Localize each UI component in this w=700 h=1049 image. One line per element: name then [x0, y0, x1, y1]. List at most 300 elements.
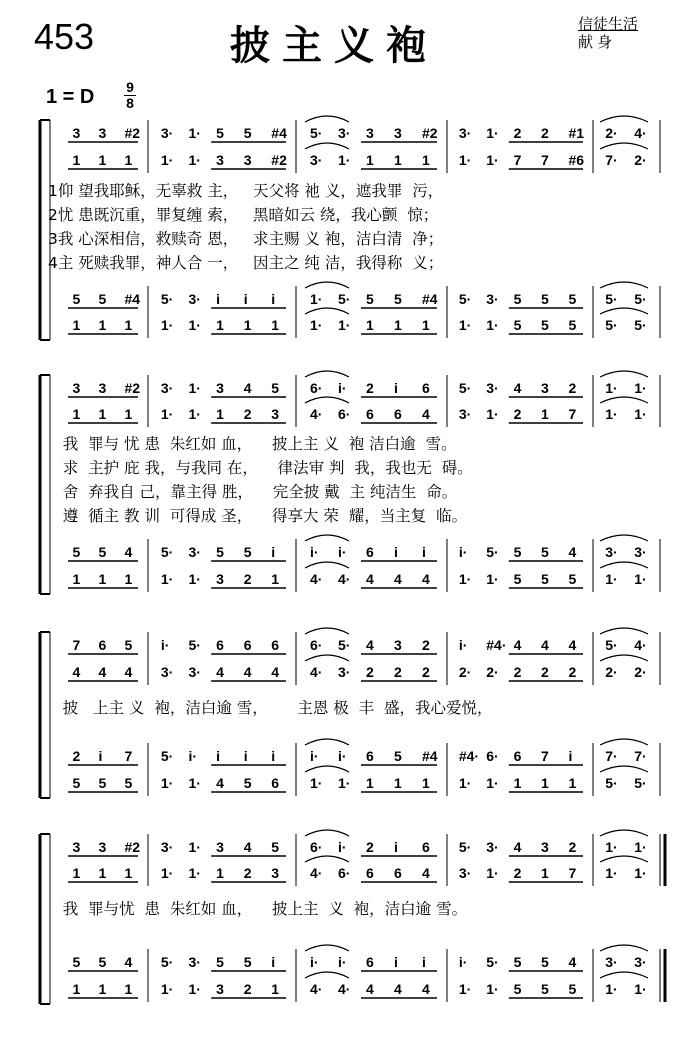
jianpu-note: 5: [243, 954, 252, 970]
jianpu-note: 4: [394, 981, 402, 997]
jianpu-note: 1·: [160, 406, 174, 422]
jianpu-note: 1·: [634, 839, 647, 855]
jianpu-note: i·: [310, 954, 319, 970]
jianpu-note: 1: [394, 775, 402, 791]
jianpu-note: 5·: [634, 775, 647, 791]
jianpu-note: 3: [216, 571, 224, 587]
jianpu-note: 3: [541, 839, 549, 855]
jianpu-note: 5·: [338, 637, 351, 653]
tie-arc: [600, 766, 648, 772]
jianpu-note: 5·: [605, 317, 618, 333]
jianpu-note: 1: [271, 571, 280, 587]
tie-arc: [600, 397, 648, 403]
jianpu-note: 1: [98, 571, 107, 587]
jianpu-note: 1: [216, 317, 224, 333]
jianpu-note: 3: [366, 125, 374, 141]
tie-arc: [600, 856, 648, 862]
tie-arc: [305, 535, 349, 541]
lyric-line: 遵 循主 教 训 可得成 圣， 得享大 荣 耀，当主复 临。: [48, 507, 468, 525]
jianpu-note: 3·: [458, 406, 472, 422]
jianpu-note: #2: [124, 380, 141, 396]
tie-arc: [305, 308, 349, 314]
jianpu-note: 2: [366, 380, 374, 396]
jianpu-note: 4·: [310, 664, 323, 680]
jianpu-note: 2: [422, 637, 430, 653]
jianpu-note: 3·: [160, 839, 174, 855]
jianpu-note: i·: [458, 637, 468, 653]
jianpu-note: i·: [188, 748, 198, 764]
jianpu-note: 4: [124, 664, 133, 680]
jianpu-note: 3·: [634, 544, 647, 560]
jianpu-note: 1·: [605, 839, 618, 855]
jianpu-note: 1·: [338, 317, 351, 333]
jianpu-note: i: [98, 748, 103, 764]
tie-arc: [600, 972, 648, 978]
jianpu-note: 4: [243, 839, 252, 855]
jianpu-note: 5: [271, 380, 280, 396]
jianpu-note: 3·: [310, 152, 323, 168]
jianpu-note: 4·: [310, 981, 323, 997]
tie-arc: [600, 562, 648, 568]
jianpu-note: #4·: [458, 748, 480, 764]
jianpu-note: 4: [513, 380, 522, 396]
jianpu-note: 6·: [310, 380, 323, 396]
jianpu-note: 5·: [160, 291, 174, 307]
jianpu-note: 3·: [458, 865, 472, 881]
jianpu-note: 3: [271, 865, 280, 881]
jianpu-note: 5: [124, 775, 133, 791]
tie-arc: [305, 143, 349, 149]
jianpu-note: 3: [271, 406, 280, 422]
jianpu-note: i: [422, 954, 426, 970]
jianpu-note: 1: [98, 981, 107, 997]
jianpu-note: 5·: [160, 544, 174, 560]
jianpu-note: 4·: [338, 981, 351, 997]
jianpu-note: 4: [216, 664, 224, 680]
tie-arc: [305, 371, 349, 377]
jianpu-note: 6: [271, 775, 280, 791]
jianpu-note: 2: [513, 664, 522, 680]
jianpu-note: 3: [394, 125, 402, 141]
jianpu-note: 5: [98, 291, 107, 307]
jianpu-note: 6: [216, 637, 224, 653]
tie-arc: [305, 830, 349, 836]
jianpu-note: 4: [72, 664, 81, 680]
jianpu-note: 3: [72, 839, 81, 855]
jianpu-note: 5: [243, 125, 252, 141]
lyric-line: 舍 弃我自 己，靠主得 胜， 完全披 戴 主 纯洁生 命。: [48, 483, 458, 501]
tie-arc: [600, 116, 648, 122]
jianpu-note: i: [394, 954, 398, 970]
jianpu-note: 4: [124, 954, 133, 970]
jianpu-note: 5: [513, 317, 522, 333]
jianpu-note: 1: [124, 981, 133, 997]
jianpu-note: 2·: [486, 664, 499, 680]
jianpu-note: 5: [124, 637, 133, 653]
category-secondary: 献 身: [578, 34, 613, 51]
jianpu-note: 4: [216, 775, 224, 791]
tie-arc: [305, 739, 349, 745]
jianpu-note: 1: [422, 775, 430, 791]
lyric-line: 3我 心深相信，救赎奇 恩， 求主赐 义 袍，洁白清 净；: [48, 230, 444, 248]
jianpu-note: 1: [366, 152, 374, 168]
jianpu-note: 6: [271, 637, 280, 653]
lyric-line: 4主 死赎我罪，神人合 一， 因主之 纯 洁，我得称 义；: [48, 254, 444, 272]
tie-arc: [600, 830, 648, 836]
jianpu-note: 5: [541, 954, 549, 970]
jianpu-note: 5·: [634, 317, 647, 333]
jianpu-note: 1·: [486, 981, 499, 997]
jianpu-note: 5: [568, 317, 577, 333]
jianpu-note: 1: [271, 981, 280, 997]
jianpu-note: 1: [72, 152, 81, 168]
jianpu-note: 1: [271, 317, 280, 333]
jianpu-note: #6: [568, 152, 585, 168]
jianpu-note: 1: [366, 775, 374, 791]
jianpu-note: #4·: [486, 637, 507, 653]
tie-arc: [305, 945, 349, 951]
tie-arc: [305, 282, 349, 288]
jianpu-note: i: [216, 748, 220, 764]
jianpu-note: 1: [98, 152, 107, 168]
jianpu-note: 3: [72, 380, 81, 396]
jianpu-note: 1: [513, 775, 522, 791]
lyric-line: 我 罪与忧 患 朱红如 血， 披上主 义 袍，洁白逾 雪。: [48, 900, 468, 918]
jianpu-note: 3: [216, 839, 224, 855]
jianpu-note: 3·: [458, 125, 472, 141]
tie-arc: [600, 628, 648, 634]
jianpu-note: 1·: [160, 775, 174, 791]
jianpu-note: i: [243, 748, 248, 764]
jianpu-note: 4: [568, 954, 577, 970]
jianpu-note: 4: [98, 664, 107, 680]
jianpu-note: 5·: [605, 291, 618, 307]
jianpu-note: 4: [366, 981, 374, 997]
jianpu-note: 1·: [338, 152, 351, 168]
jianpu-note: 3·: [486, 839, 499, 855]
jianpu-note: 6: [366, 544, 374, 560]
jianpu-note: 4: [422, 981, 430, 997]
jianpu-note: 1·: [458, 317, 472, 333]
jianpu-note: 1·: [188, 981, 201, 997]
jianpu-note: 3·: [160, 664, 174, 680]
jianpu-note: 7: [568, 406, 577, 422]
jianpu-note: 5: [72, 954, 81, 970]
jianpu-note: 3·: [486, 380, 499, 396]
jianpu-note: 5·: [188, 637, 201, 653]
jianpu-note: i: [394, 380, 398, 396]
jianpu-note: 4: [568, 637, 577, 653]
jianpu-note: 1: [394, 152, 402, 168]
jianpu-note: 4: [513, 637, 522, 653]
jianpu-note: 5: [98, 544, 107, 560]
jianpu-note: 1·: [634, 380, 647, 396]
jianpu-note: 6: [366, 865, 374, 881]
jianpu-note: 1·: [605, 406, 618, 422]
jianpu-note: 3·: [338, 664, 351, 680]
jianpu-note: 5: [72, 291, 81, 307]
jianpu-note: #4: [422, 748, 438, 764]
jianpu-note: i·: [310, 748, 319, 764]
jianpu-note: 1·: [486, 317, 499, 333]
jianpu-note: i: [271, 291, 276, 307]
jianpu-note: 5: [394, 748, 402, 764]
jianpu-note: 5: [568, 981, 577, 997]
jianpu-note: 1: [366, 317, 374, 333]
jianpu-note: 7: [72, 637, 81, 653]
jianpu-note: i: [271, 544, 276, 560]
jianpu-note: 7·: [605, 748, 618, 764]
jianpu-note: 1·: [338, 775, 351, 791]
jianpu-note: #2: [124, 125, 141, 141]
category-primary: 信徒生活: [578, 16, 639, 33]
jianpu-note: 1·: [310, 291, 323, 307]
tie-arc: [600, 371, 648, 377]
lyric-line: 2忧 患既沉重，罪复缠 索， 黑暗如云 绕，我心颤 惊；: [48, 206, 439, 224]
jianpu-note: 4: [422, 406, 430, 422]
jianpu-note: 3·: [188, 291, 201, 307]
jianpu-note: 3·: [338, 125, 351, 141]
jianpu-note: i·: [338, 954, 347, 970]
jianpu-note: 5: [243, 544, 252, 560]
jianpu-note: 1·: [188, 317, 201, 333]
jianpu-note: 5: [541, 544, 549, 560]
jianpu-note: 1·: [605, 865, 618, 881]
jianpu-note: 5: [394, 291, 402, 307]
jianpu-note: 1: [98, 406, 107, 422]
jianpu-note: 1: [98, 317, 107, 333]
jianpu-note: 5: [513, 544, 522, 560]
jianpu-note: 1: [124, 571, 133, 587]
lyric-line: 1仰 望我耶稣，无辜救 主， 天父将 祂 义，遮我罪 污，: [48, 182, 444, 200]
jianpu-note: 4: [124, 544, 133, 560]
jianpu-note: 3: [394, 637, 402, 653]
jianpu-note: 5·: [458, 291, 472, 307]
jianpu-note: 6: [394, 406, 402, 422]
jianpu-note: 2: [243, 865, 252, 881]
jianpu-note: 7: [124, 748, 133, 764]
jianpu-note: 2·: [634, 152, 647, 168]
tie-arc: [600, 535, 648, 541]
jianpu-note: 1: [72, 406, 81, 422]
lyric-line: 披 上主 义 袍，洁白逾 雪， 主恩 极 丰 盛，我心爱悦，: [48, 699, 493, 717]
jianpu-note: 6: [513, 748, 522, 764]
jianpu-note: 1·: [486, 775, 499, 791]
jianpu-note: 1: [568, 775, 577, 791]
jianpu-note: #4: [271, 125, 287, 141]
jianpu-note: 2: [243, 981, 252, 997]
tie-arc: [600, 739, 648, 745]
jianpu-note: 3: [98, 380, 107, 396]
jianpu-note: 1·: [160, 152, 174, 168]
jianpu-note: #2: [422, 125, 438, 141]
jianpu-note: 1·: [188, 839, 201, 855]
jianpu-note: 1: [72, 981, 81, 997]
jianpu-note: 6·: [486, 748, 499, 764]
jianpu-note: 6·: [310, 637, 323, 653]
jianpu-note: i·: [338, 748, 347, 764]
jianpu-note: #2: [124, 839, 141, 855]
jianpu-note: 3·: [486, 291, 499, 307]
jianpu-note: #1: [568, 125, 585, 141]
jianpu-note: i·: [338, 380, 347, 396]
jianpu-note: 4: [243, 664, 252, 680]
jianpu-note: i: [568, 748, 573, 764]
jianpu-note: 5: [541, 571, 549, 587]
jianpu-note: 3·: [188, 544, 201, 560]
jianpu-note: 3: [98, 125, 107, 141]
jianpu-note: 1·: [188, 775, 201, 791]
jianpu-note: 5: [72, 544, 81, 560]
key-signature: 1 = D: [46, 86, 95, 108]
jianpu-note: 1: [98, 865, 107, 881]
jianpu-note: 7: [541, 748, 549, 764]
jianpu-note: 2: [366, 839, 374, 855]
jianpu-note: i: [216, 291, 220, 307]
jianpu-note: 3: [541, 380, 549, 396]
jianpu-note: 6: [98, 637, 107, 653]
jianpu-note: 7·: [605, 152, 618, 168]
jianpu-note: 1·: [458, 571, 472, 587]
jianpu-note: 1·: [634, 571, 647, 587]
jianpu-note: 4·: [338, 571, 351, 587]
jianpu-note: #4: [124, 291, 141, 307]
jianpu-note: 1·: [458, 981, 472, 997]
jianpu-note: 7: [541, 152, 549, 168]
jianpu-note: 1: [541, 406, 549, 422]
jianpu-note: 5: [72, 775, 81, 791]
jianpu-note: 5·: [634, 291, 647, 307]
jianpu-note: 4: [366, 637, 374, 653]
jianpu-note: 4: [513, 839, 522, 855]
jianpu-note: 1: [243, 317, 252, 333]
jianpu-note: 1·: [188, 380, 201, 396]
jianpu-note: 2: [243, 406, 252, 422]
jianpu-note: 2: [568, 664, 577, 680]
jianpu-note: 5·: [605, 775, 618, 791]
jianpu-note: 4: [394, 571, 402, 587]
jianpu-note: 4·: [310, 406, 323, 422]
jianpu-note: 1·: [188, 571, 201, 587]
jianpu-note: 3·: [605, 544, 618, 560]
jianpu-note: i·: [160, 637, 170, 653]
jianpu-note: 3: [72, 125, 81, 141]
jianpu-note: 6·: [338, 406, 351, 422]
jianpu-note: 1: [216, 406, 224, 422]
jianpu-note: 5: [98, 954, 107, 970]
jianpu-note: 4: [568, 544, 577, 560]
jianpu-note: 1: [394, 317, 402, 333]
jianpu-note: 1·: [486, 406, 499, 422]
jianpu-note: 1·: [188, 125, 201, 141]
jianpu-note: 5: [366, 291, 374, 307]
jianpu-note: 5·: [486, 544, 499, 560]
jianpu-note: 2·: [634, 664, 647, 680]
jianpu-note: 5·: [605, 637, 618, 653]
jianpu-note: 1·: [486, 865, 499, 881]
jianpu-note: 1: [124, 865, 133, 881]
jianpu-note: 5: [513, 291, 522, 307]
jianpu-note: 1: [541, 865, 549, 881]
jianpu-note: 3: [216, 380, 224, 396]
jianpu-note: 6: [394, 865, 402, 881]
jianpu-note: i: [243, 291, 248, 307]
jianpu-note: 7: [568, 865, 577, 881]
jianpu-note: 6: [366, 954, 374, 970]
jianpu-note: 1·: [634, 981, 647, 997]
lyric-line: 求 主护 庇 我，与我同 在， 律法审 判 我，我也无 碍。: [48, 459, 473, 477]
jianpu-note: 5: [271, 839, 280, 855]
jianpu-note: 2·: [458, 664, 472, 680]
tie-arc: [600, 143, 648, 149]
jianpu-note: 1: [72, 317, 81, 333]
lyric-line: 我 罪与 忧 患 朱红如 血， 披上主 义 袍 洁白逾 雪。: [48, 435, 457, 453]
jianpu-note: #4: [422, 291, 438, 307]
tie-arc: [600, 945, 648, 951]
jianpu-note: 4·: [310, 865, 323, 881]
tie-arc: [305, 766, 349, 772]
jianpu-note: 1·: [310, 775, 323, 791]
jianpu-note: 4: [422, 571, 430, 587]
jianpu-note: 3: [216, 981, 224, 997]
hymn-title: 披主义袍: [230, 23, 438, 69]
jianpu-note: 1·: [605, 571, 618, 587]
jianpu-note: 2: [541, 125, 549, 141]
jianpu-note: 7·: [634, 748, 647, 764]
tie-arc: [305, 655, 349, 661]
jianpu-note: #2: [271, 152, 287, 168]
jianpu-note: 1: [124, 152, 133, 168]
jianpu-note: 5: [541, 981, 549, 997]
jianpu-note: 1: [422, 317, 430, 333]
jianpu-note: 1·: [634, 406, 647, 422]
jianpu-note: 1·: [188, 152, 201, 168]
jianpu-note: 2: [513, 406, 522, 422]
jianpu-note: 1·: [160, 981, 174, 997]
jianpu-note: 1: [541, 775, 549, 791]
jianpu-note: 6: [243, 637, 252, 653]
jianpu-note: 5: [513, 571, 522, 587]
jianpu-note: i: [271, 954, 276, 970]
jianpu-note: 1·: [486, 125, 499, 141]
jianpu-note: 5: [216, 544, 224, 560]
jianpu-note: 5: [513, 981, 522, 997]
jianpu-note: 1·: [605, 981, 618, 997]
jianpu-note: 2: [568, 839, 577, 855]
jianpu-note: 5: [541, 317, 549, 333]
hymn-number: 453: [34, 16, 95, 57]
jianpu-note: 5·: [458, 380, 472, 396]
jianpu-note: 5: [98, 775, 107, 791]
jianpu-note: 5·: [310, 125, 323, 141]
jianpu-note: 2: [513, 865, 522, 881]
time-signature-bottom: 8: [126, 95, 134, 111]
jianpu-note: 5: [568, 571, 577, 587]
jianpu-note: 2·: [605, 664, 618, 680]
tie-arc: [600, 308, 648, 314]
tie-arc: [305, 972, 349, 978]
jianpu-note: 1: [216, 865, 224, 881]
jianpu-note: 1·: [634, 865, 647, 881]
jianpu-note: 4·: [634, 637, 647, 653]
jianpu-note: 1·: [458, 775, 472, 791]
jianpu-note: i: [394, 839, 398, 855]
tie-arc: [305, 628, 349, 634]
jianpu-note: 1·: [160, 571, 174, 587]
jianpu-note: 2: [394, 664, 402, 680]
jianpu-note: 3: [216, 152, 224, 168]
jianpu-note: 1: [72, 571, 81, 587]
